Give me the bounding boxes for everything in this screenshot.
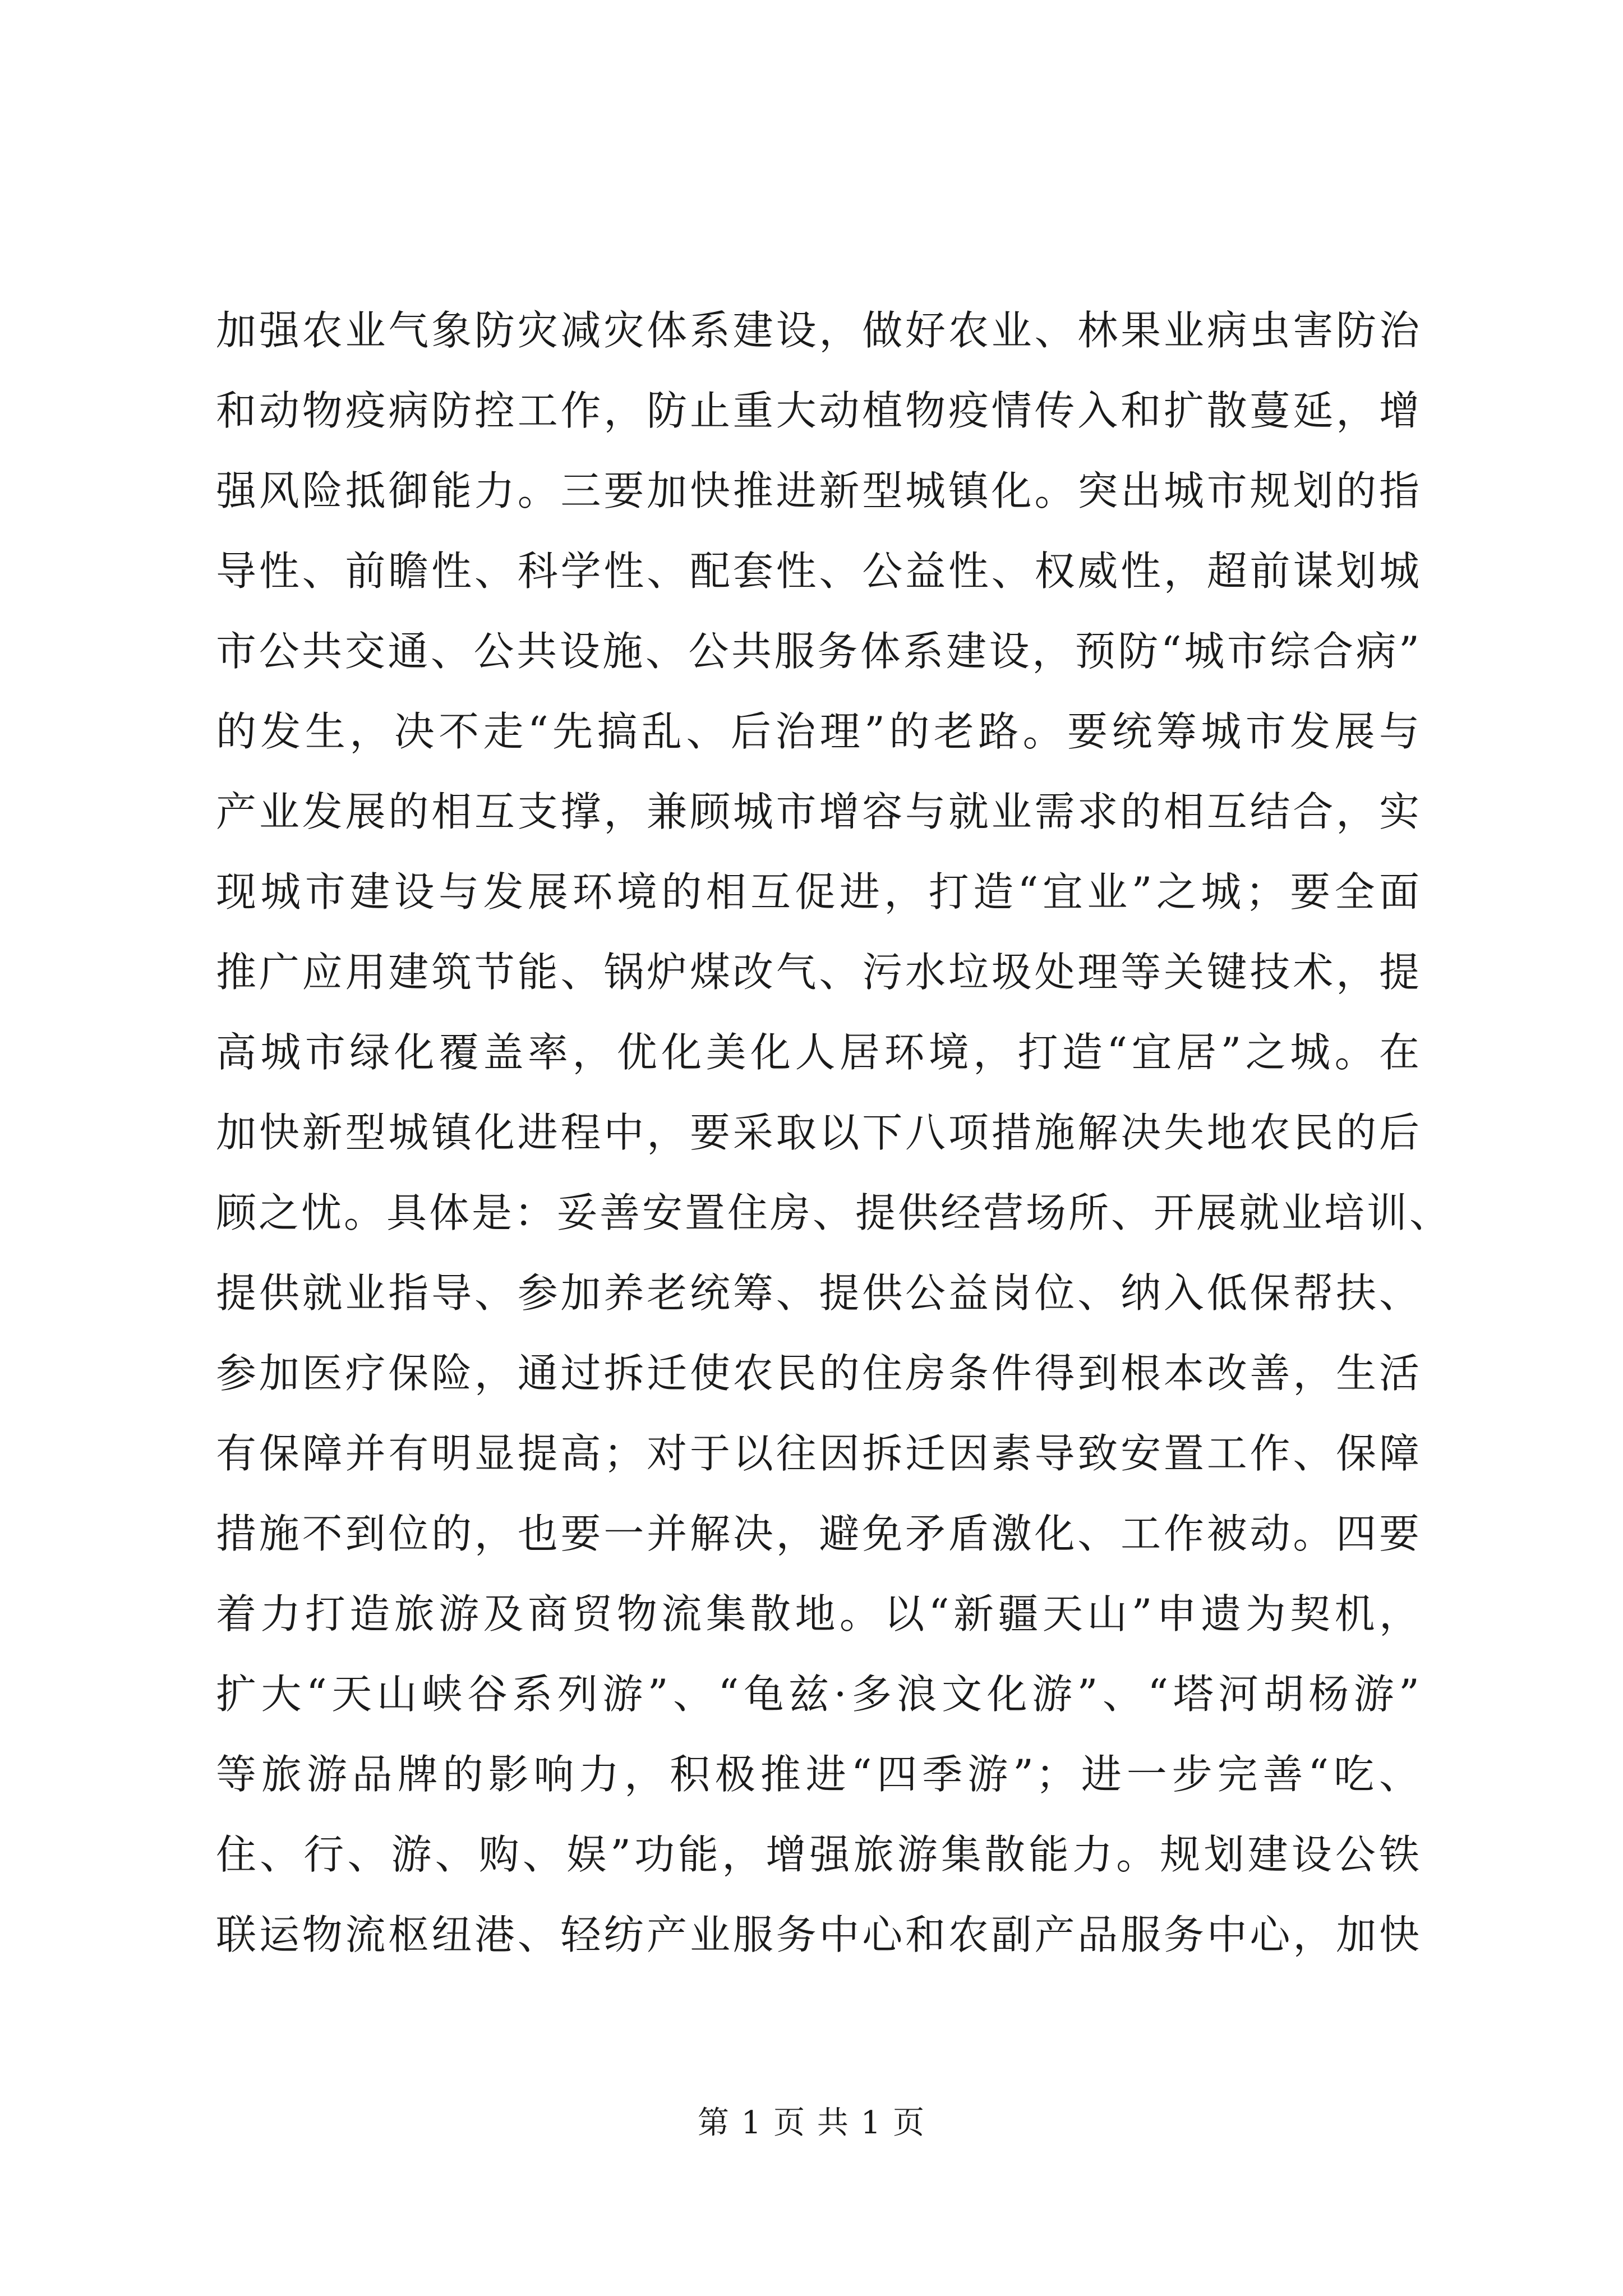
text-line: 措施不到位的，也要一并解决，避免矛盾激化、工作被动。四要	[216, 1510, 1422, 1557]
text-line: 顾之忧。具体是：妥善安置住房、提供经营场所、开展就业培训、	[216, 1189, 1453, 1236]
text-line: 高城市绿化覆盖率，优化美化人居环境，打造“宜居”之城。在	[216, 1029, 1422, 1076]
text-line: 着力打造旅游及商贸物流集散地。以“新疆天山”申遗为契机，	[216, 1590, 1422, 1637]
text-line: 产业发展的相互支撑，兼顾城市增容与就业需求的相互结合，实	[216, 788, 1422, 835]
text-line: 参加医疗保险，通过拆迁使农民的住房条件得到根本改善，生活	[216, 1350, 1422, 1397]
text-line: 加强农业气象防灾减灾体系建设，做好农业、林果业病虫害防治	[216, 307, 1422, 354]
text-line: 联运物流枢纽港、轻纺产业服务中心和农副产品服务中心，加快	[216, 1911, 1422, 1958]
text-line: 导性、前瞻性、科学性、配套性、公益性、权威性，超前谋划城	[216, 547, 1422, 595]
text-line: 提供就业指导、参加养老统筹、提供公益岗位、纳入低保帮扶、	[216, 1269, 1422, 1317]
text-line: 强风险抵御能力。三要加快推进新型城镇化。突出城市规划的指	[216, 467, 1422, 514]
text-line: 现城市建设与发展环境的相互促进，打造“宜业”之城；要全面	[216, 868, 1422, 915]
text-line: 推广应用建筑节能、锅炉煤改气、污水垃圾处理等关键技术，提	[216, 949, 1422, 996]
text-line: 扩大“天山峡谷系列游”、“龟兹·多浪文化游”、“塔河胡杨游”	[216, 1671, 1422, 1718]
text-line: 和动物疫病防控工作，防止重大动植物疫情传入和扩散蔓延，增	[216, 387, 1422, 434]
text-line: 加快新型城镇化进程中，要采取以下八项措施解决失地农民的后	[216, 1109, 1422, 1156]
text-line: 等旅游品牌的影响力，积极推进“四季游”；进一步完善“吃、	[216, 1751, 1422, 1798]
body-text	[216, 291, 1453, 1975]
text-line: 住、行、游、购、娱”功能，增强旅游集散能力。规划建设公铁	[216, 1831, 1422, 1878]
page-number-footer: 第 1 页 共 1 页	[697, 2105, 926, 2141]
text-line: 有保障并有明显提高；对于以往因拆迁因素导致安置工作、保障	[216, 1430, 1422, 1477]
text-line: 市公共交通、公共设施、公共服务体系建设，预防“城市综合病”	[216, 628, 1422, 675]
text-line: 的发生，决不走“先搞乱、后治理”的老路。要统筹城市发展与	[216, 708, 1422, 755]
